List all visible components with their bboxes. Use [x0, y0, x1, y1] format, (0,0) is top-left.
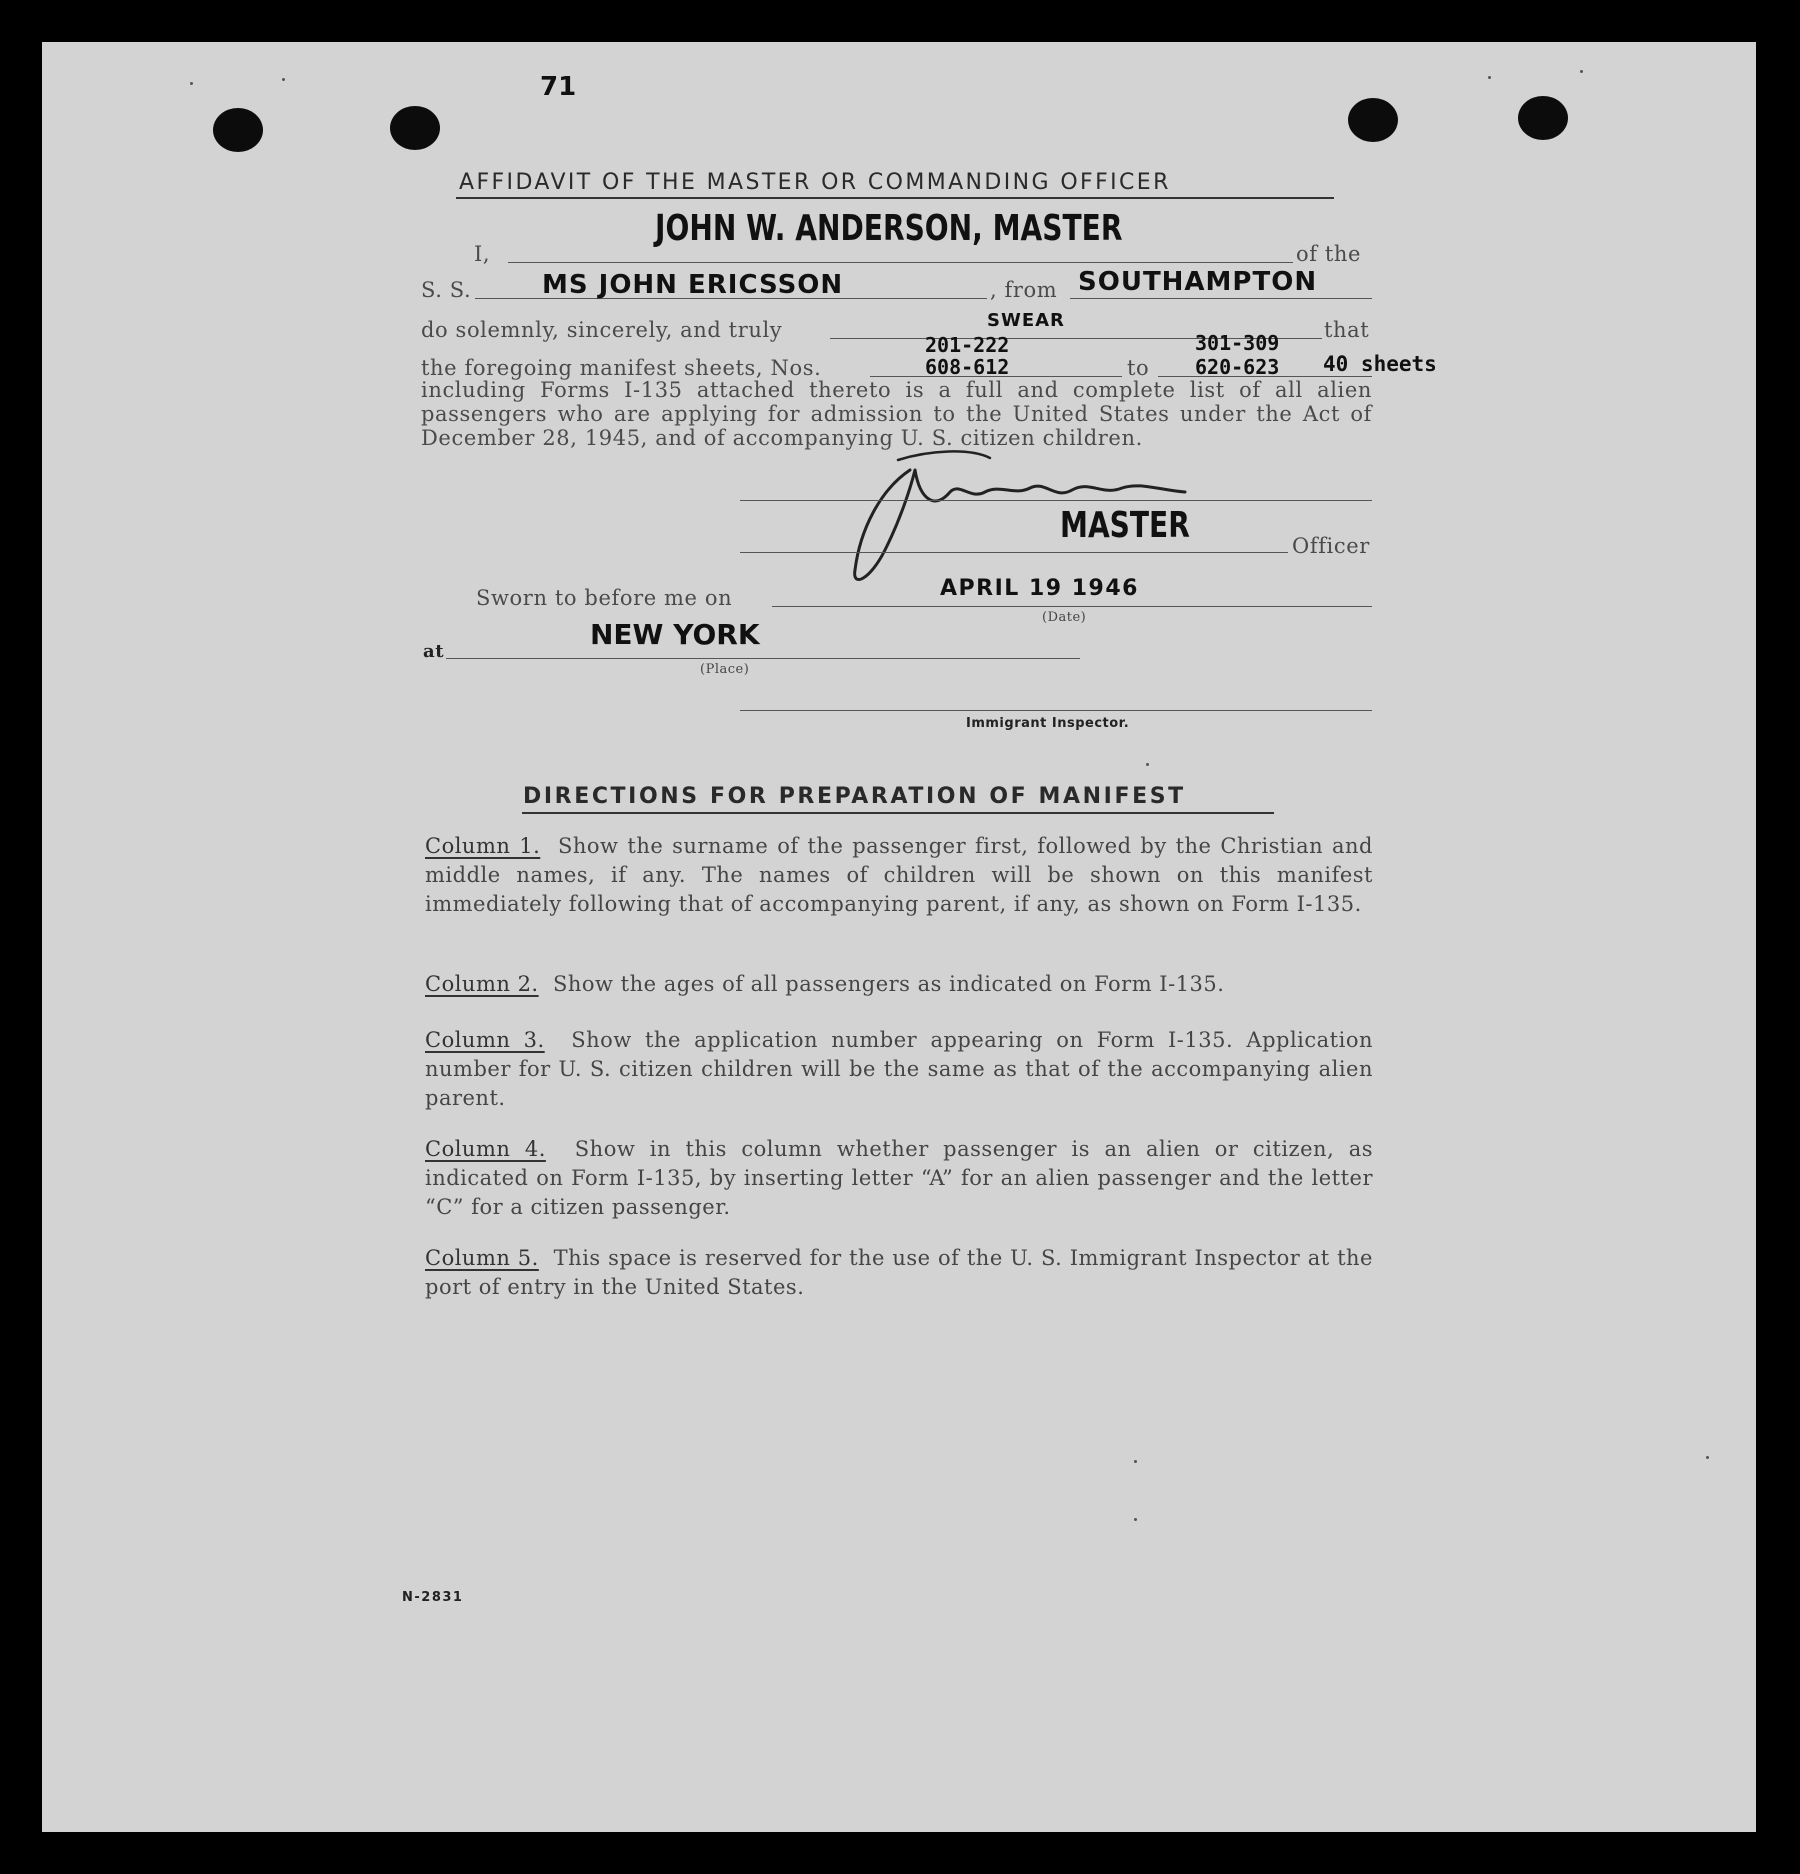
place-caption: (Place): [700, 662, 750, 677]
speck: [190, 82, 193, 85]
date-line: [772, 606, 1372, 607]
punch-hole: [213, 108, 263, 152]
inspector-line: [740, 710, 1372, 711]
column-4-text: Show in this column whether passenger is an alien or citizen, as indicated on Form I-135, by inserting letter “A” for an alien passenger and the letter “C” for a citizen passenger.: [425, 1137, 1373, 1219]
direction-column-5: [425, 1244, 1373, 1302]
column-3-text: Show the application number appearing on Form I-135. Application number for U. S. citizen children will be the same as that of the accompanying alien parent.: [425, 1028, 1373, 1110]
place-line: [446, 658, 1080, 659]
name-line: [508, 262, 1293, 263]
column-3-label: Column 3.: [425, 1028, 545, 1052]
sheets-to-2: 620-623: [1195, 355, 1280, 379]
foregoing-label: the foregoing manifest sheets, Nos.: [421, 356, 822, 380]
speck: [1134, 1518, 1137, 1521]
column-2-text: Show the ages of all passengers as indicated on Form I-135.: [552, 972, 1225, 996]
sheets-count: 40 sheets: [1323, 352, 1437, 376]
direction-column-2: [425, 970, 1373, 999]
ss-label: S. S.: [421, 278, 472, 302]
speck: [282, 78, 285, 81]
officer-label: Officer: [1292, 534, 1370, 558]
at-label: at: [423, 641, 445, 662]
directions-title: DIRECTIONS FOR PREPARATION OF MANIFEST: [523, 784, 1186, 809]
speck: [1488, 76, 1491, 79]
punch-hole: [1518, 96, 1568, 140]
punch-hole: [390, 106, 440, 150]
form-number: N-2831: [402, 1590, 464, 1605]
port-line: [1070, 298, 1372, 299]
directions-underline: [522, 812, 1274, 814]
master-name: JOHN W. ANDERSON, MASTER: [655, 208, 1123, 249]
inspector-caption: Immigrant Inspector.: [966, 716, 1130, 731]
affidavit-body: including Forms I-135 attached thereto is a full and complete list of all alien passengers who are applying for admission to the United States under the Act of December 28, 1945, and of accompanying U. S. citizen children.: [421, 378, 1372, 450]
date: APRIL 19 1946: [940, 576, 1139, 601]
ship-name: MS JOHN ERICSSON: [542, 270, 844, 300]
date-caption: (Date): [1042, 610, 1087, 625]
column-1-text: Show the surname of the passenger first, followed by the Christian and middle names, if any. The names of children will be shown on this manifest immediately following that of accompanying parent, if any, as shown on Form I-135.: [425, 834, 1373, 916]
sworn-label: Sworn to before me on: [476, 586, 733, 610]
document-page: [42, 42, 1756, 1832]
speck: [1134, 1460, 1137, 1463]
column-5-text: This space is reserved for the use of the U. S. Immigrant Inspector at the port of entry in the United States.: [425, 1246, 1373, 1299]
speck: [1146, 763, 1149, 766]
title-underline: [456, 197, 1334, 199]
column-4-label: Column 4.: [425, 1137, 546, 1161]
sheets-to-1: 301-309: [1195, 331, 1280, 355]
header-mark: 71: [540, 72, 577, 102]
signature-line: [740, 500, 1372, 501]
signature-title: MASTER: [1060, 505, 1190, 546]
punch-hole: [1348, 98, 1398, 142]
swear: SWEAR: [987, 310, 1065, 331]
from-label: , from: [990, 278, 1058, 302]
direction-column-1: [425, 832, 1373, 919]
column-5-label: Column 5.: [425, 1246, 539, 1270]
sheets-from-2: 608-612: [925, 355, 1010, 379]
do-solemnly-label: do solemnly, sincerely, and truly: [421, 318, 783, 342]
speck: [1580, 70, 1583, 73]
to-label: to: [1127, 356, 1150, 380]
direction-column-3: [425, 1026, 1373, 1113]
column-1-label: Column 1.: [425, 834, 541, 858]
sheets-from-1: 201-222: [925, 333, 1010, 357]
i-label: I,: [474, 242, 491, 266]
place: NEW YORK: [590, 618, 760, 651]
officer-line: [740, 552, 1288, 553]
direction-column-4: [425, 1135, 1373, 1222]
port-from: SOUTHAMPTON: [1078, 267, 1318, 297]
column-2-label: Column 2.: [425, 972, 539, 996]
speck: [1706, 1456, 1709, 1459]
of-the-label: of the: [1296, 242, 1362, 266]
affidavit-title: AFFIDAVIT OF THE MASTER OR COMMANDING OFFICER: [459, 170, 1171, 195]
that-label: that: [1324, 318, 1370, 342]
